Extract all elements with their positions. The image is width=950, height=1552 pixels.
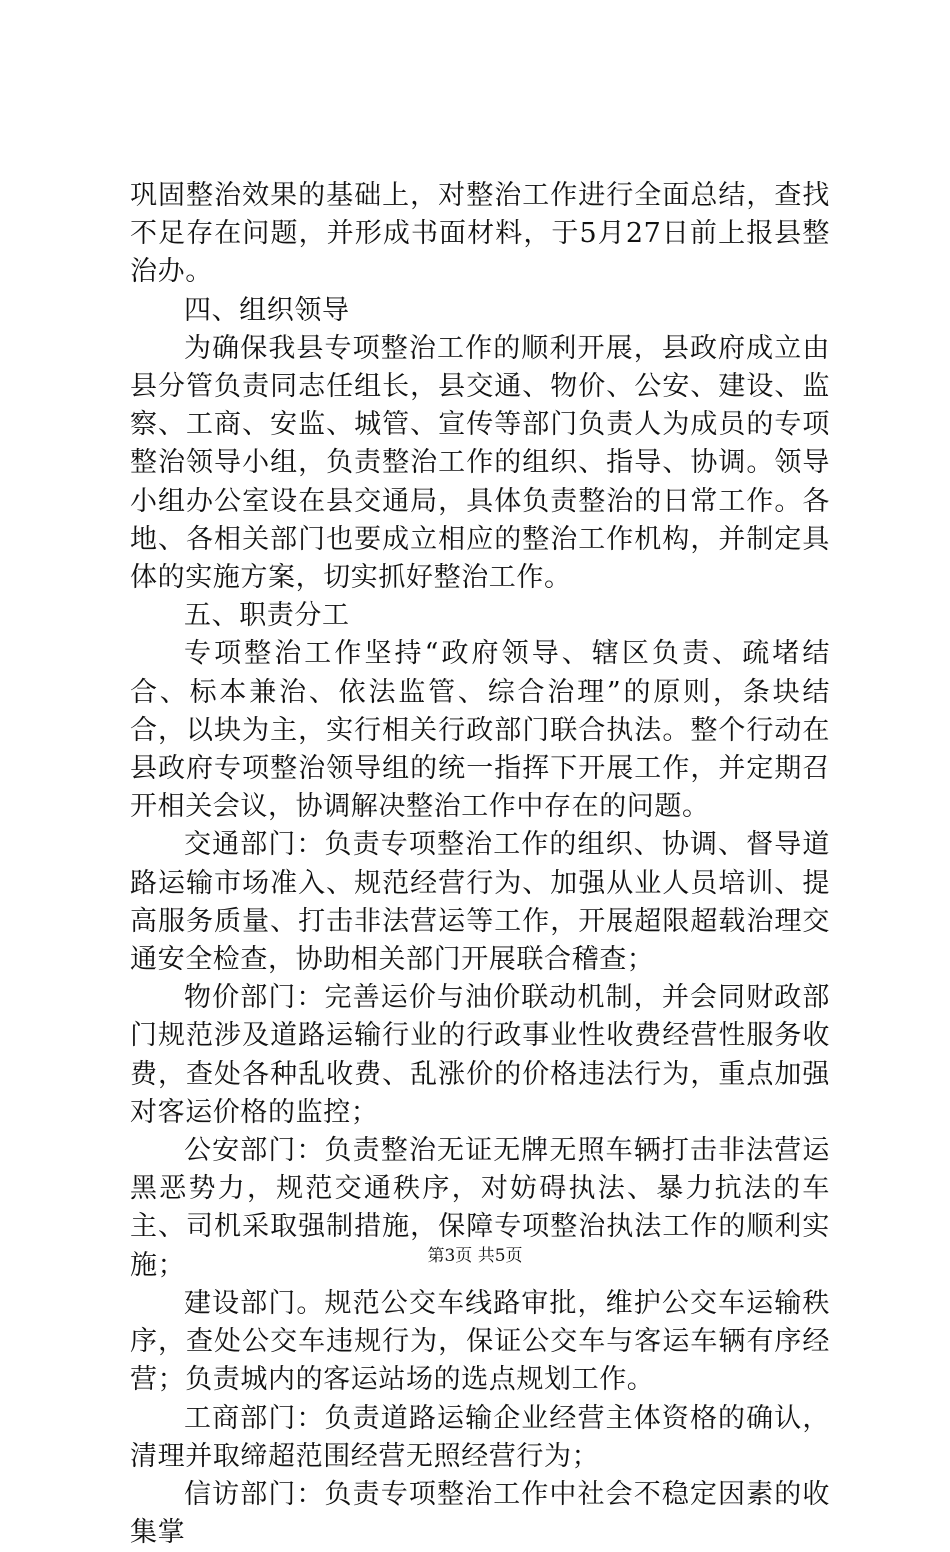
document-body	[130, 177, 830, 1552]
paragraph-continuation: 巩固整治效果的基础上，对整治工作进行全面总结，查找不足存在问题，并形成书面材料，于5月27日前上报县整治办。	[130, 180, 830, 288]
paragraph-transport-dept: 交通部门：负责专项整治工作的组织、协调、督导道路运输市场准入、规范经营行为、加强从业人员培训、提高服务质量、打击非法营运等工作，开展超限超载治理交通安全检查，协助相关部门开展联合稽查；	[130, 829, 830, 976]
paragraph-price-dept: 物价部门：完善运价与油价联动机制，并会同财政部门规范涉及道路运输行业的行政事业性收费经营性服务收费，查处各种乱收费、乱涨价的价格违法行为，重点加强对客运价格的监控；	[130, 982, 830, 1128]
page-footer: 第3页 共5页	[427, 1246, 523, 1266]
section-heading-organization: 四、组织领导	[184, 294, 350, 326]
paragraph-petition-dept: 信访部门：负责专项整治工作中社会不稳定因素的收集掌	[130, 1478, 830, 1549]
paragraph-construction-dept: 建设部门。规范公交车线路审批，维护公交车运输秩序，查处公交车违规行为，保证公交车与客运车辆有序经营；负责城内的客运站场的选点规划工作。	[130, 1287, 830, 1396]
paragraph-police-dept: 公安部门：负责整治无证无牌无照车辆打击非法营运黑恶势力，规范交通秩序，对妨碍执法、暴力抗法的车主、司机采取强制措施，保障专项整治执法工作的顺利实施；	[130, 1135, 830, 1281]
section-heading-responsibilities: 五、职责分工	[184, 600, 350, 632]
paragraph-commerce-dept: 工商部门：负责道路运输企业经营主体资格的确认，清理并取缔超范围经营无照经营行为；	[130, 1402, 830, 1472]
paragraph-principles: 专项整治工作坚持“政府领导、辖区负责、疏堵结合、标本兼治、依法监管、综合治理”的原则，条块结合，以块为主，实行相关行政部门联合执法。整个行动在县政府专项整治领导组的统一指挥下开展工作，并定期召开相关会议，协调解决整治工作中存在的问题。	[130, 638, 830, 823]
paragraph-organization: 为确保我县专项整治工作的顺利开展，县政府成立由县分管负责同志任组长，县交通、物价、公安、建设、监察、工商、安监、城管、宣传等部门负责人为成员的专项整治领导小组，负责整治工作的组织、指导、协调。领导小组办公室设在县交通局，具体负责整治的日常工作。各地、各相关部门也要成立相应的整治工作机构，并制定具体的实施方案，切实抓好整治工作。	[130, 332, 830, 594]
